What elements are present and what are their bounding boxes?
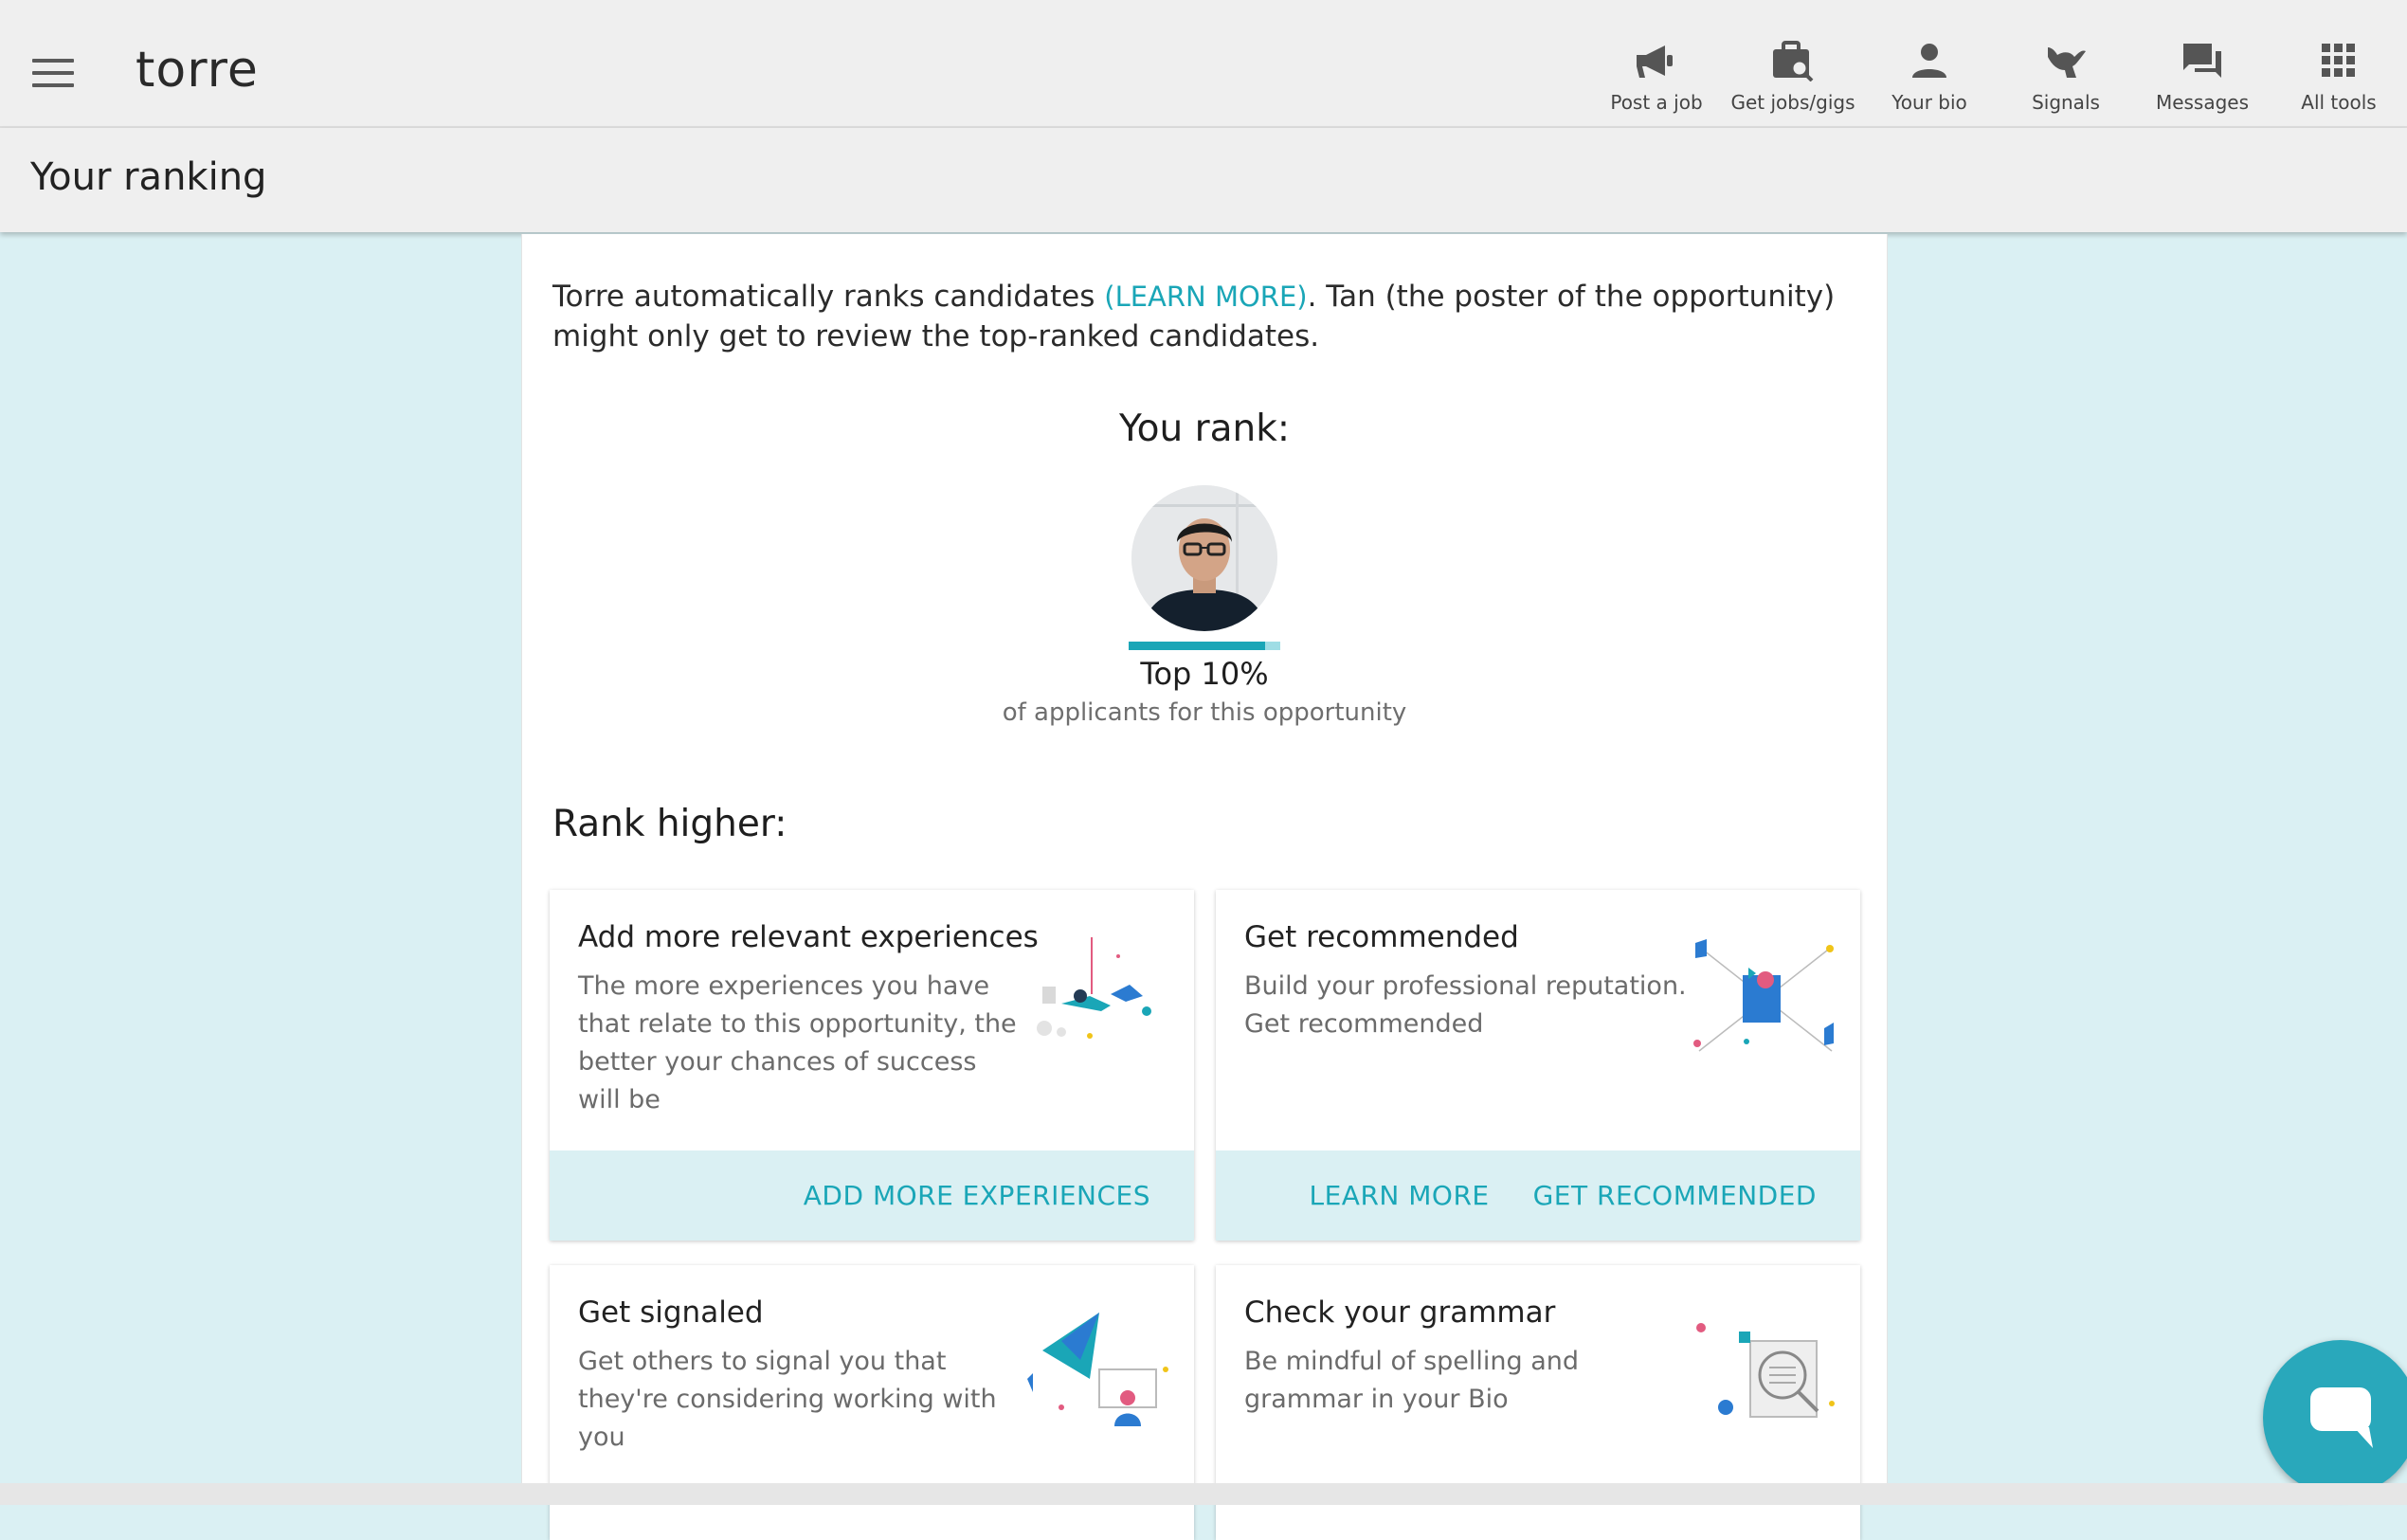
rank-higher-heading: Rank higher:: [552, 803, 787, 845]
nav-label: Get jobs/gigs: [1730, 91, 1855, 114]
page-title: Your ranking: [30, 155, 267, 199]
recommended-illustration: [1690, 937, 1841, 1060]
top-app-bar: [0, 0, 2407, 128]
nav-label: Signals: [2032, 91, 2100, 114]
rank-progress-fill: [1129, 642, 1265, 650]
main-nav: [1588, 0, 2407, 126]
learn-more-link[interactable]: (LEARN MORE): [1104, 281, 1308, 313]
card-add-experiences: [550, 890, 1194, 1241]
rank-subtitle: of applicants for this opportunity: [1002, 698, 1407, 727]
card-description: Build your professional reputation. Get recommended: [1244, 971, 1687, 1039]
add-more-experiences-button[interactable]: ADD MORE EXPERIENCES: [803, 1180, 1150, 1211]
nav-label: Post a job: [1610, 91, 1703, 114]
nav-signals[interactable]: [1998, 0, 2134, 126]
signaled-illustration: [1023, 1313, 1175, 1436]
grammar-illustration: [1690, 1313, 1841, 1436]
nav-get-jobs[interactable]: [1725, 0, 1861, 126]
nav-label: All tools: [2301, 91, 2377, 114]
nav-all-tools[interactable]: [2271, 0, 2407, 126]
intro-text-after: . Tan (the poster of the opportunity) might only get to review the top-ranked candidates.: [552, 280, 1836, 353]
ranking-panel: [521, 234, 1888, 1505]
experiences-illustration: [1023, 937, 1175, 1060]
chat-button[interactable]: [2263, 1340, 2407, 1495]
card-title: Check your grammar: [1244, 1295, 1556, 1330]
card-actions: [1216, 1150, 1860, 1241]
person-icon: [1910, 38, 1948, 83]
chat-bubbles-icon: [2181, 38, 2223, 83]
rank-value: Top 10%: [1140, 656, 1269, 692]
card-title: Get signaled: [578, 1295, 764, 1330]
rank-progress-bar: [1129, 642, 1280, 650]
signal-person-icon: [2044, 38, 2088, 83]
get-recommended-button[interactable]: GET RECOMMENDED: [1532, 1180, 1817, 1211]
card-description: Get others to signal you that they're considering working with you: [578, 1347, 997, 1452]
megaphone-icon: [1635, 38, 1678, 83]
learn-more-button[interactable]: LEARN MORE: [1309, 1180, 1490, 1211]
card-description: Be mindful of spelling and grammar in your Bio: [1244, 1347, 1580, 1414]
apps-grid-icon: [2321, 38, 2357, 83]
briefcase-search-icon: [1771, 38, 1815, 83]
avatar: [1131, 485, 1277, 631]
card-get-recommended: [1216, 890, 1860, 1241]
card-description: The more experiences you have that relate to this opportunity, the better your chances of success will be: [578, 971, 1017, 1114]
chat-bubble-icon: [2263, 1340, 2407, 1495]
nav-label: Messages: [2155, 91, 2250, 114]
card-actions: [550, 1150, 1194, 1241]
page-title-bar: [0, 128, 2407, 232]
you-rank-heading: You rank:: [1119, 408, 1290, 450]
nav-post-a-job[interactable]: [1588, 0, 1725, 126]
window-bottom-edge: [0, 1483, 2407, 1505]
nav-messages[interactable]: [2134, 0, 2271, 126]
card-title: Add more relevant experiences: [578, 920, 1039, 954]
card-title: Get recommended: [1244, 920, 1519, 954]
nav-your-bio[interactable]: [1861, 0, 1998, 126]
torre-logo[interactable]: torre: [136, 42, 259, 99]
nav-label: Your bio: [1891, 91, 1967, 114]
menu-icon[interactable]: [32, 59, 74, 87]
intro-text: [552, 277, 1851, 356]
intro-text-before: Torre automatically ranks candidates: [552, 280, 1105, 314]
